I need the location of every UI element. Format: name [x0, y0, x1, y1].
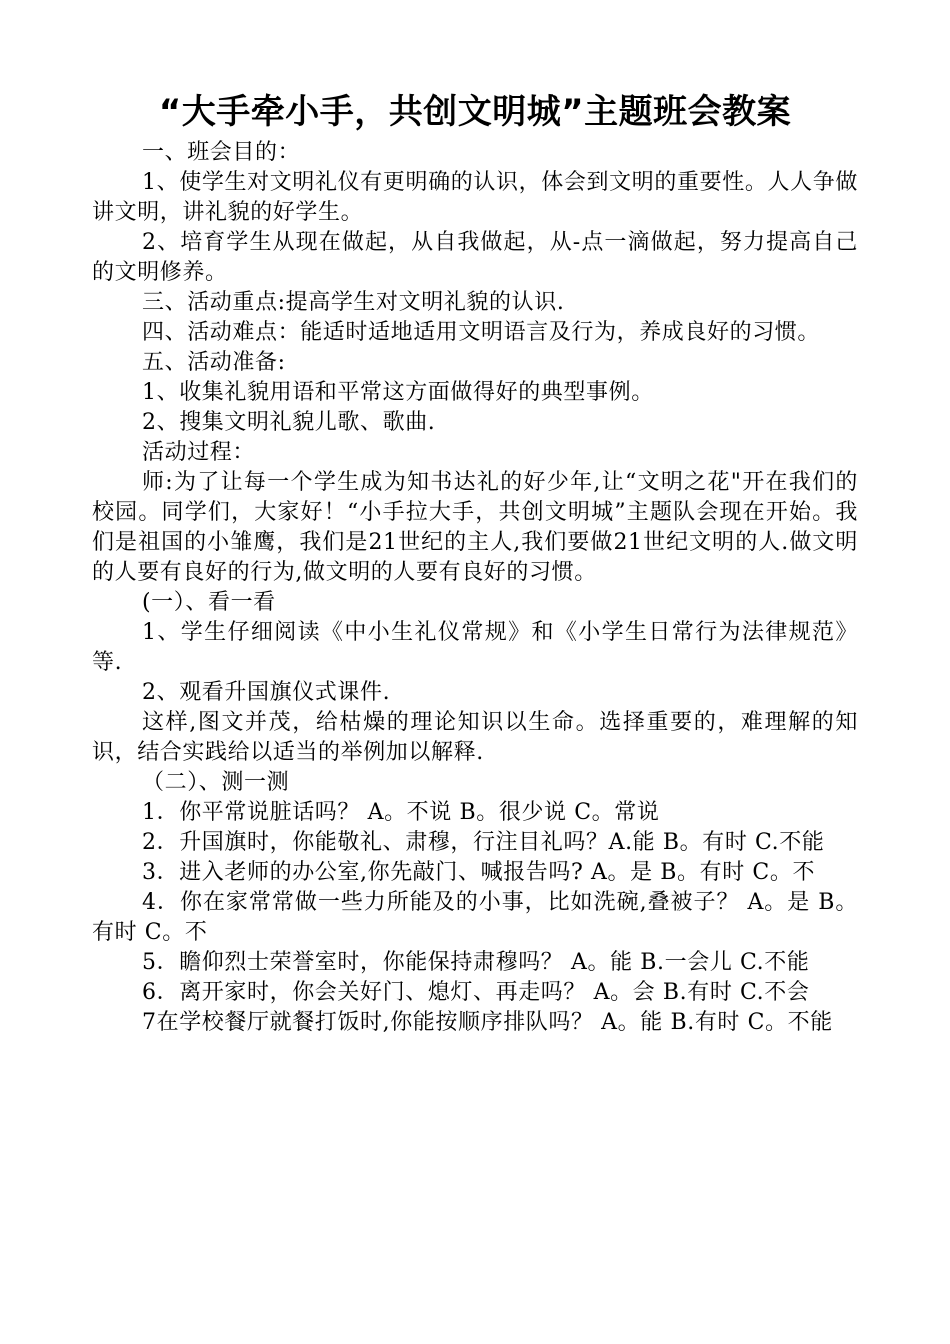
paragraph: 三、活动重点:提高学生对文明礼貌的认识.: [142, 290, 565, 315]
quiz-question: 1．你平常说脏话吗？ A。不说 B。很少说 C。常说: [142, 800, 660, 825]
paragraph: 这样,图文并茂，给枯燥的理论知识以生命。选择重要的，难理解的知识，结合实践给以适当的举例加以解释.: [92, 710, 858, 765]
paragraph: 2、培育学生从现在做起，从自我做起，从-点一滴做起，努力提高自己的文明修养。: [92, 230, 858, 285]
paragraph: 师:为了让每一个学生成为知书达礼的好少年,让“文明之花"开在我们的校园。同学们，大家好！“小手拉大手，共创文明城”主题队会现在开始。我们是祖国的小雏鹰，我们是21世纪的主人,我们要做21世纪文明的人.做文明的人要有良好的行为,做文明的人要有良好的习惯。: [92, 470, 858, 585]
quiz-question: 3．进入老师的办公室,你先敲门、喊报告吗? A。是 B。有时 C。不: [142, 860, 816, 885]
quiz-question: 2．升国旗时，你能敬礼、肃穆，行注目礼吗？A.能 B。有时 C.不能: [142, 830, 825, 855]
paragraph: (一）、看一看: [142, 590, 276, 615]
quiz-question: 7在学校餐厅就餐打饭时,你能按顺序排队吗？ A。能 B.有时 C。不能: [142, 1010, 833, 1035]
paragraph: （二）、测一测: [142, 770, 290, 795]
paragraph: 2、搜集文明礼貌儿歌、歌曲.: [142, 410, 436, 435]
quiz-question: 6．离开家时，你会关好门、熄灯、再走吗？ A。会 B.有时 C.不会: [142, 980, 810, 1005]
document-title: “大手牵小手，共创文明城”主题班会教案: [158, 92, 792, 132]
paragraph: 四、活动难点：能适时适地适用文明语言及行为，养成良好的习惯。: [142, 320, 821, 345]
paragraph: 活动过程：: [142, 440, 256, 465]
paragraph: 1、学生仔细阅读《中小生礼仪常规》和《小学生日常行为法律规范》等.: [92, 620, 858, 675]
paragraph: 一、班会目的：: [142, 140, 301, 165]
paragraph: 1、使学生对文明礼仪有更明确的认识，体会到文明的重要性。人人争做讲文明，讲礼貌的好学生。: [92, 170, 858, 225]
quiz-question: 4．你在家常常做一些力所能及的小事，比如洗碗,叠被子？ A。是 B。有时 C。不: [92, 890, 858, 945]
paragraph: 五、活动准备:: [142, 350, 286, 375]
paragraph: 2、观看升国旗仪式课件.: [142, 680, 391, 705]
quiz-question: 5．瞻仰烈士荣誉室时，你能保持肃穆吗？ A。能 B.一会儿 C.不能: [142, 950, 810, 975]
document-body: [92, 138, 858, 1038]
paragraph: 1、收集礼貌用语和平常这方面做得好的典型事例。: [142, 380, 654, 405]
